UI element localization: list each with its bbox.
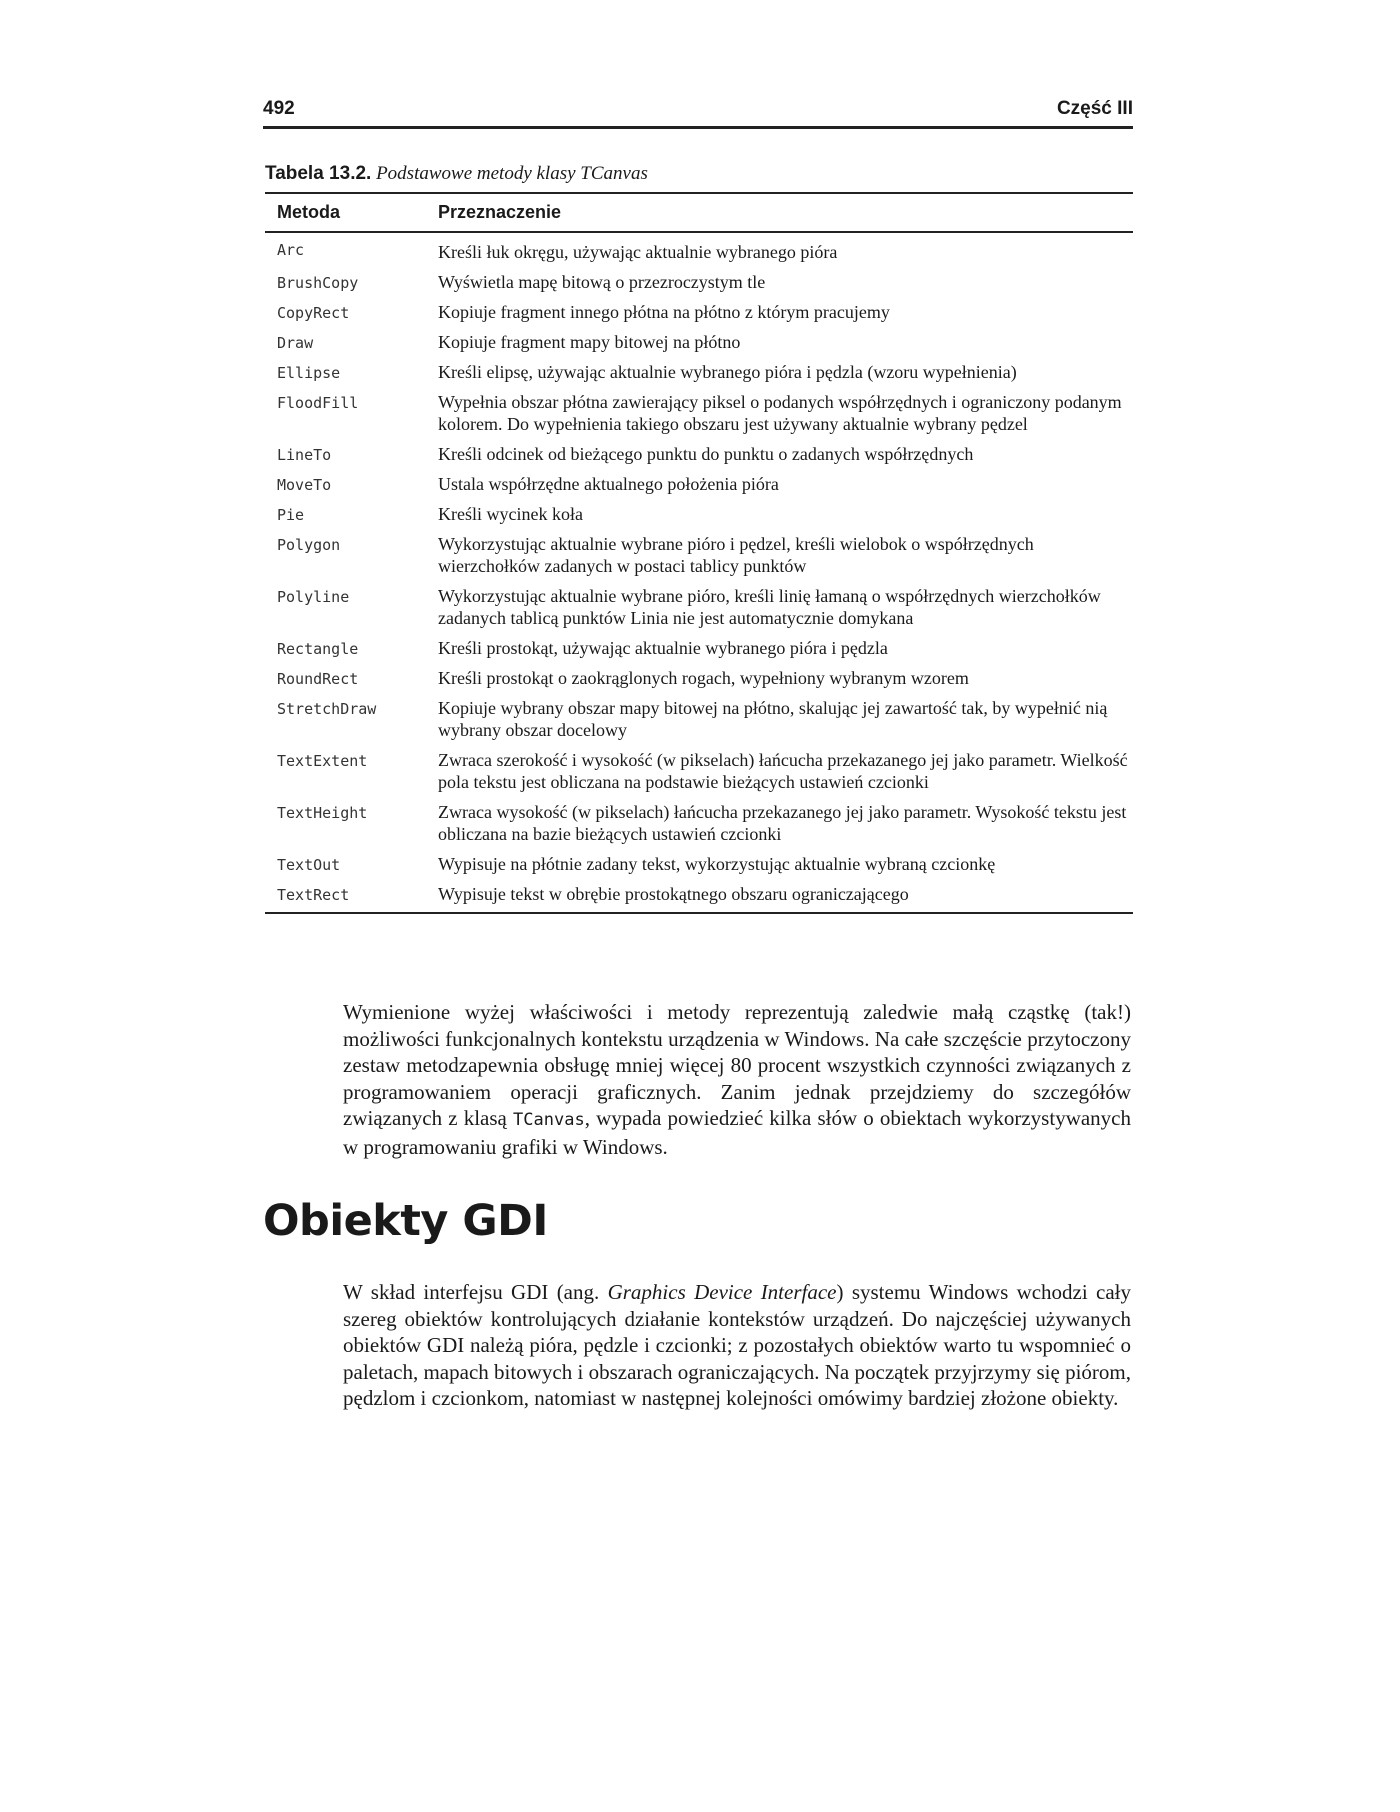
- method-description-cell: Kreśli elipsę, używając aktualnie wybranego pióra i pędzla (wzoru wypełnienia): [438, 362, 1017, 382]
- method-name-cell: Polyline: [277, 588, 350, 606]
- method-name-cell: Arc: [277, 241, 305, 259]
- table-row: [265, 268, 1133, 298]
- paragraph-1-text-end: , wypada powiedzieć kilka słów o obiektach wykorzystywanych w programowaniu grafiki w Windows.: [343, 1106, 1131, 1159]
- method-name-cell: RoundRect: [277, 670, 359, 688]
- table-row: [265, 798, 1133, 850]
- table-row: [265, 500, 1133, 530]
- methods-table: [265, 192, 1133, 914]
- table-row: [265, 530, 1133, 582]
- page-header: [263, 98, 1133, 129]
- table-caption: [265, 163, 648, 185]
- method-name-cell: StretchDraw: [277, 700, 377, 718]
- body-paragraph-2: [343, 1279, 1131, 1412]
- body-paragraph-1: [343, 999, 1131, 1160]
- table-row: [265, 664, 1133, 694]
- column-header-method: Metoda: [265, 194, 426, 232]
- paragraph-1-code: TCanvas: [513, 1110, 585, 1130]
- table-row: [265, 694, 1133, 746]
- method-name-cell: CopyRect: [277, 304, 350, 322]
- table-row: [265, 358, 1133, 388]
- paragraph-2-text-end: ) systemu Windows wchodzi cały szereg obiektów kontrolujących działanie kontekstów urządzeń. Do najczęściej używanych obiektów GDI należą pióra, pędzle i czcionki; z pozostałych obiektów warto tu wspomnieć o paletach, mapach bitowych i obszarach ograniczających. Na początek przyjrzymy się piórom, pędzlom i czcionkom, natomiast w następnej kolejności omówimy bardziej złożone obiekty.: [343, 1280, 1132, 1410]
- method-description-cell: Wykorzystując aktualnie wybrane pióro, kreśli linię łamaną o współrzędnych wierzchołków zadanych tablicą punktów Linia nie jest automatycznie domykana: [438, 586, 1101, 628]
- method-name-cell: TextHeight: [277, 804, 368, 822]
- table-row: [265, 582, 1133, 634]
- paragraph-2-italic: Graphics Device Interface: [607, 1280, 837, 1304]
- column-header-purpose: Przeznaczenie: [426, 194, 1133, 232]
- method-name-cell: Polygon: [277, 536, 341, 554]
- method-name-cell: Draw: [277, 334, 314, 352]
- method-name-cell: Ellipse: [277, 364, 341, 382]
- table-caption-label: Tabela 13.2.: [265, 163, 372, 184]
- table-row: [265, 328, 1133, 358]
- method-description-cell: Kopiuje wybrany obszar mapy bitowej na płótno, skalując jej zawartość tak, by wypełnić nią wybrany obszar docelowy: [438, 698, 1108, 740]
- method-description-cell: Zwraca szerokość i wysokość (w pikselach) łańcucha przekazanego jej jako parametr. Wielkość pola tekstu jest obliczana na podstawie bieżących ustawień czcionki: [438, 750, 1128, 792]
- table-header-row: [265, 194, 1133, 232]
- table-body: [265, 232, 1133, 912]
- paragraph-1-text-start: Wymienione wyżej właściwości i metody reprezentują zaledwie małą cząstkę (tak!) możliwości funkcjonalnych kontekstu urządzenia w Windows. Na całe szczęście przytoczony zestaw metodzapewnia obsługę mniej więcej 80 procent wszystkich czynności związanych z programowaniem operacji graficznych. Zanim jednak przejdziemy do szczegółów związanych z klasą: [343, 1000, 1131, 1130]
- method-description-cell: Kreśli odcinek od bieżącego punktu do punktu o zadanych współrzędnych: [438, 444, 974, 464]
- table-row: [265, 388, 1133, 440]
- method-description-cell: Kreśli prostokąt o zaokrąglonych rogach, wypełniony wybranym wzorem: [438, 668, 969, 688]
- table-row: [265, 232, 1133, 268]
- method-description-cell: Kreśli łuk okręgu, używając aktualnie wybranego pióra: [438, 242, 838, 262]
- table-row: [265, 850, 1133, 880]
- method-description-cell: Kopiuje fragment innego płótna na płótno z którym pracujemy: [438, 302, 890, 322]
- method-description-cell: Kreśli wycinek koła: [438, 504, 583, 524]
- part-label: Część III: [1056, 98, 1133, 119]
- method-name-cell: Rectangle: [277, 640, 359, 658]
- table-row: [265, 440, 1133, 470]
- method-description-cell: Ustala współrzędne aktualnego położenia pióra: [438, 474, 779, 494]
- method-description-cell: Zwraca wysokość (w pikselach) łańcucha przekazanego jej jako parametr. Wysokość tekstu jest obliczana na bazie bieżących ustawień czcionki: [438, 802, 1127, 844]
- method-name-cell: MoveTo: [277, 476, 332, 494]
- table-caption-title: Podstawowe metody klasy TCanvas: [376, 163, 648, 184]
- method-description-cell: Wypisuje tekst w obrębie prostokątnego obszaru ograniczającego: [438, 884, 909, 904]
- method-description-cell: Wypisuje na płótnie zadany tekst, wykorzystując aktualnie wybraną czcionkę: [438, 854, 996, 874]
- method-name-cell: TextRect: [277, 886, 350, 904]
- table-row: [265, 746, 1133, 798]
- method-description-cell: Wypełnia obszar płótna zawierający piksel o podanych współrzędnych i ograniczony podanym kolorem. Do wypełnienia takiego obszaru jest używany aktualnie wybrany pędzel: [438, 392, 1122, 434]
- paragraph-2-text-start: W skład interfejsu GDI (ang.: [343, 1280, 608, 1304]
- method-name-cell: Pie: [277, 506, 305, 524]
- method-description-cell: Wykorzystując aktualnie wybrane pióro i pędzel, kreśli wielobok o współrzędnych wierzchołków zadanych w postaci tablicy punktów: [438, 534, 1034, 576]
- table-row: [265, 634, 1133, 664]
- method-description-cell: Wyświetla mapę bitową o przezroczystym tle: [438, 272, 766, 292]
- section-heading: Obiekty GDI: [263, 1196, 548, 1246]
- method-name-cell: TextOut: [277, 856, 341, 874]
- method-name-cell: BrushCopy: [277, 274, 359, 292]
- method-name-cell: LineTo: [277, 446, 332, 464]
- table-row: [265, 880, 1133, 912]
- page-number: 492: [263, 98, 295, 119]
- method-description-cell: Kreśli prostokąt, używając aktualnie wybranego pióra i pędzla: [438, 638, 888, 658]
- method-name-cell: FloodFill: [277, 394, 359, 412]
- table-row: [265, 298, 1133, 328]
- table-row: [265, 470, 1133, 500]
- method-description-cell: Kopiuje fragment mapy bitowej na płótno: [438, 332, 741, 352]
- method-name-cell: TextExtent: [277, 752, 368, 770]
